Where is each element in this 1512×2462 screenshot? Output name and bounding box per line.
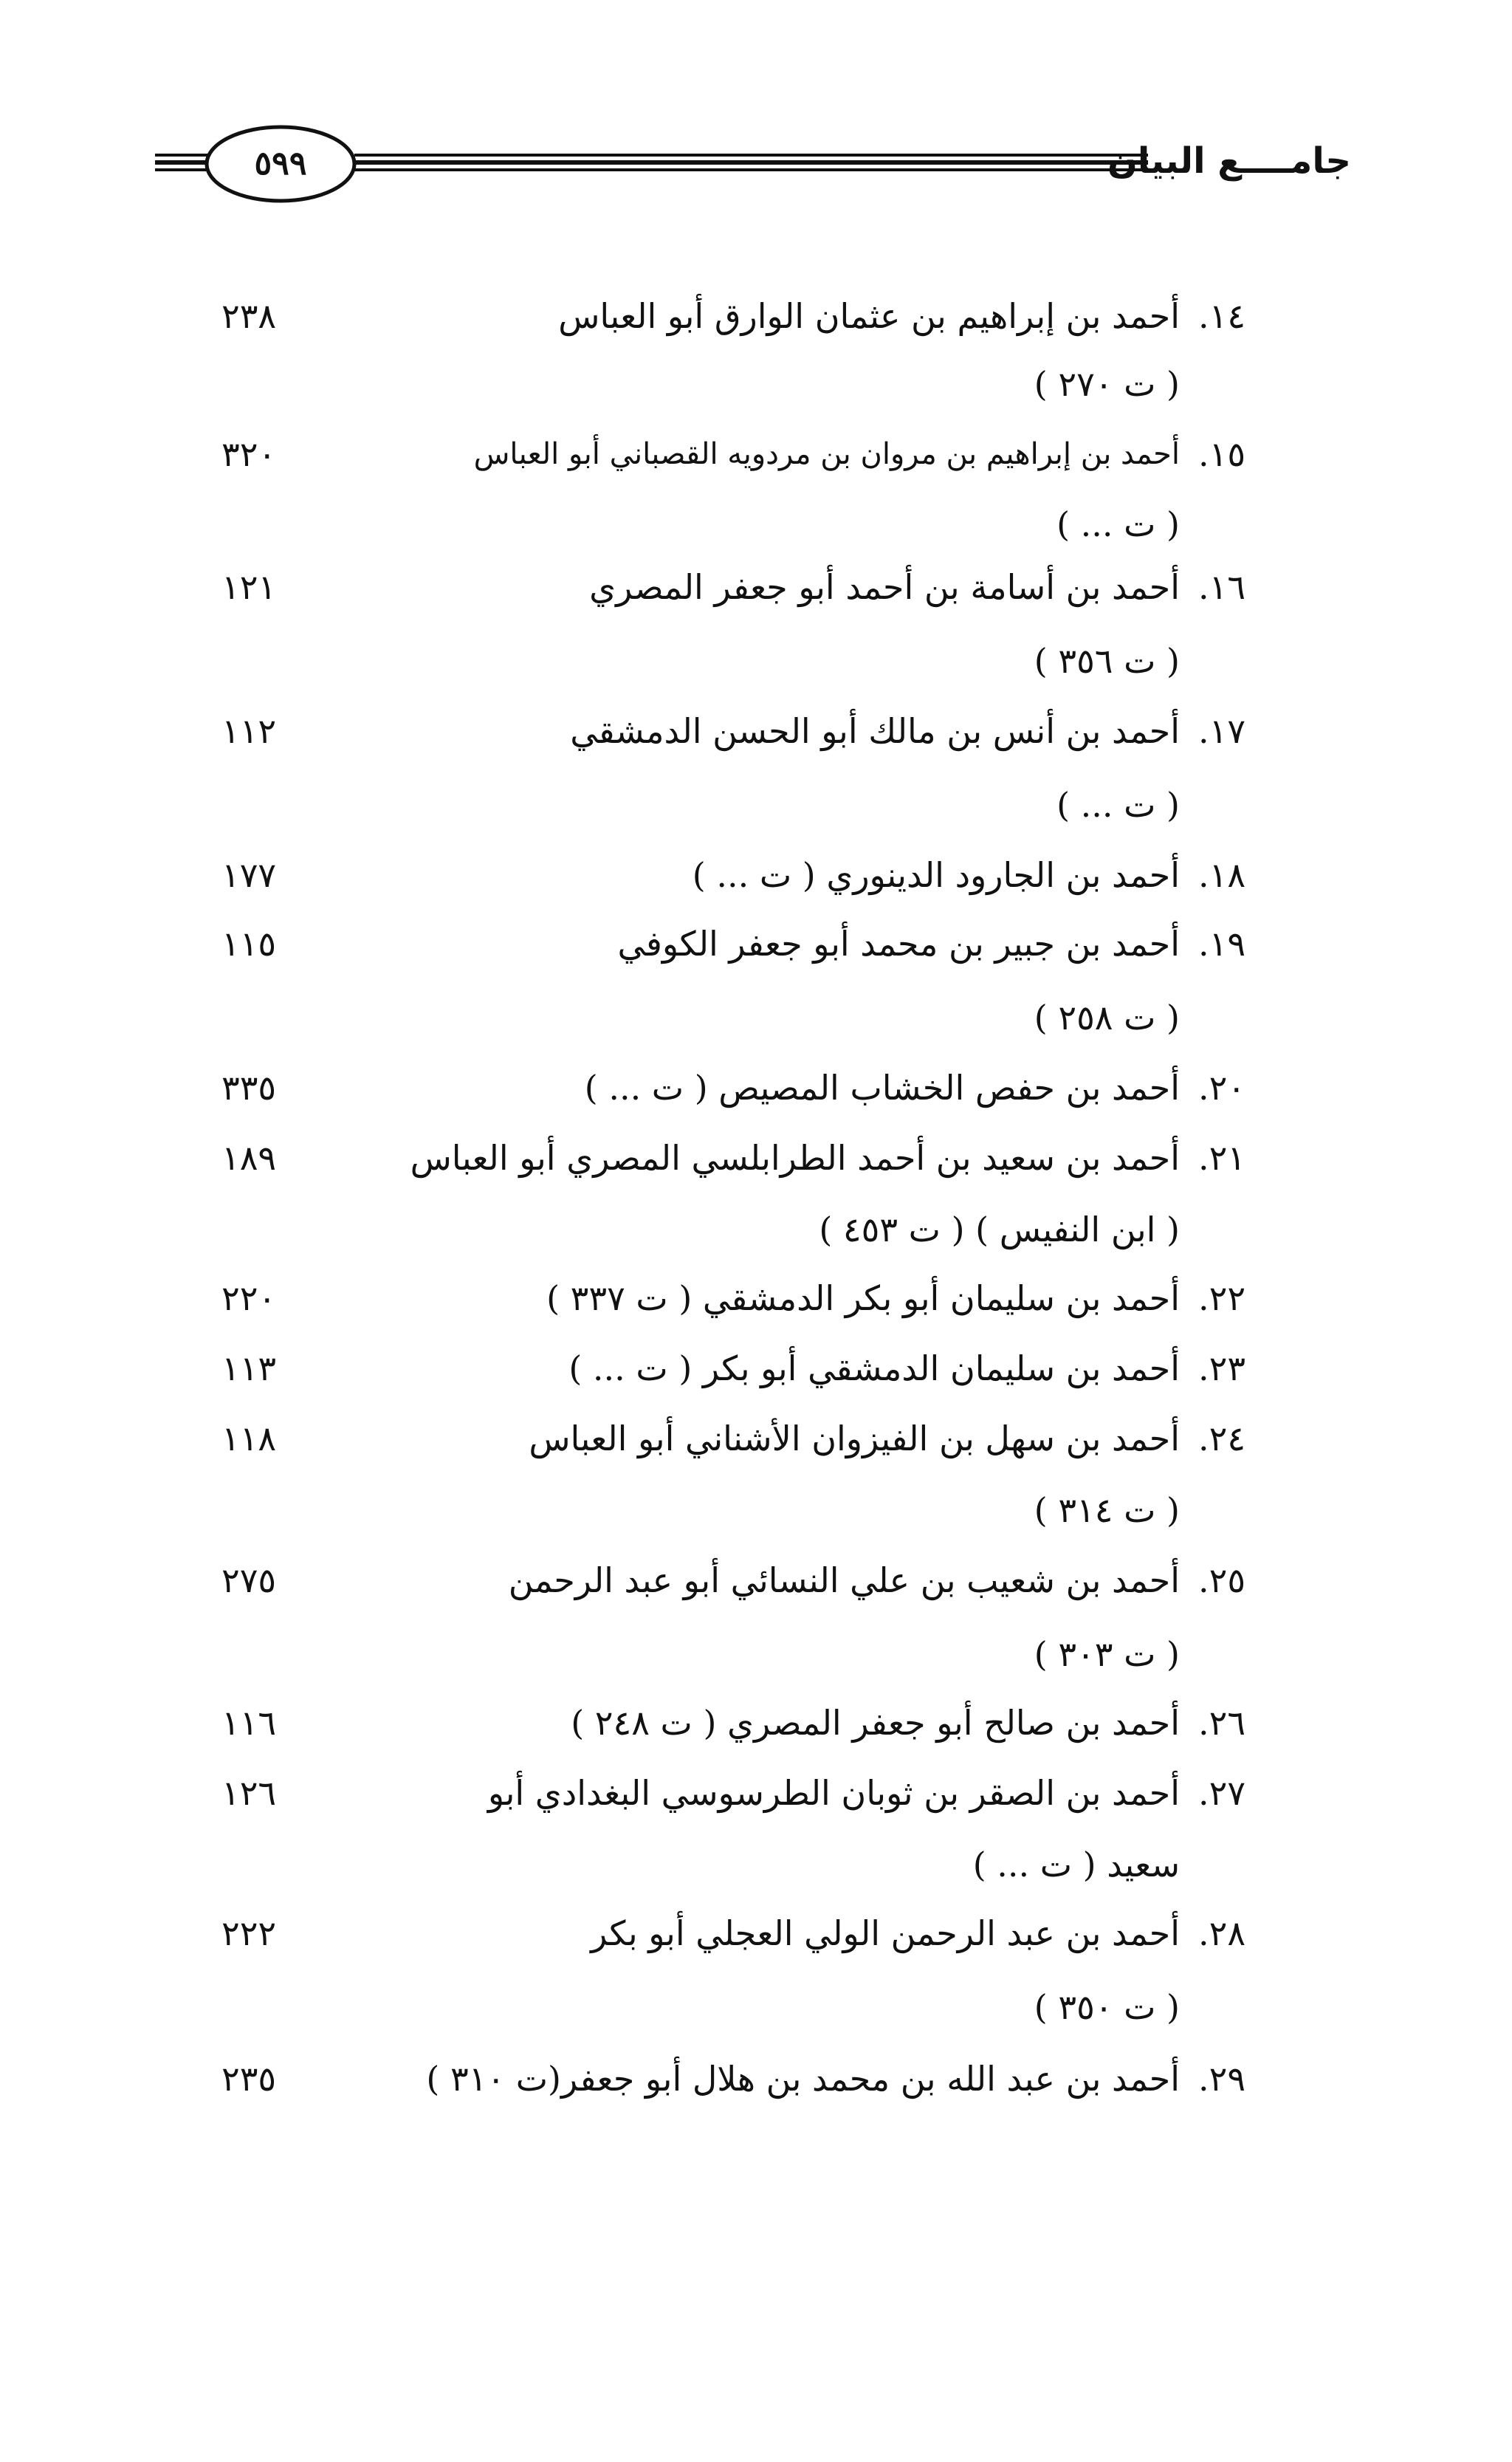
entry-page-ref: ١١٥ xyxy=(221,924,277,964)
entry-page-ref: ١١٨ xyxy=(221,1419,277,1458)
list-item xyxy=(0,1058,1512,1117)
page-header xyxy=(155,118,1351,214)
entry-date: ( ت ... ) xyxy=(1056,504,1180,544)
entry-name: أحمد بن الجارود الدينوري ( ت ... ) xyxy=(692,855,1180,895)
entry-date: ( ت ٣٥٠ ) xyxy=(1034,1987,1180,2027)
book-title: جامــــع البيان xyxy=(1107,140,1351,182)
entry-page-ref: ١٧٧ xyxy=(221,855,277,895)
entry-number: ٢٠. xyxy=(1198,1068,1246,1108)
entry-name: أحمد بن إبراهيم بن عثمان الوارق أبو العباس xyxy=(558,296,1180,336)
list-item-continuation xyxy=(0,631,1512,690)
entry-number: ١٨. xyxy=(1198,855,1246,895)
entry-name: أحمد بن عبد الله بن محمد بن هلال أبو جعفر(ت ٣١٠ ) xyxy=(426,2059,1180,2099)
list-item xyxy=(0,1339,1512,1398)
entry-number: ١٧. xyxy=(1198,711,1246,751)
entry-date: سعيد ( ت ... ) xyxy=(972,1845,1180,1885)
list-item xyxy=(0,1551,1512,1610)
entry-number: ١٦. xyxy=(1198,567,1246,607)
entry-page-ref: ٢٧٥ xyxy=(221,1560,277,1600)
entry-page-ref: ١٢٦ xyxy=(221,1773,277,1813)
list-item-continuation xyxy=(0,354,1512,414)
list-item-continuation xyxy=(0,1835,1512,1894)
list-item xyxy=(0,1269,1512,1328)
list-item xyxy=(0,287,1512,346)
entry-number: ١٤. xyxy=(1198,296,1246,336)
entry-number: ٢٦. xyxy=(1198,1703,1246,1743)
entry-page-ref: ٣٣٥ xyxy=(221,1068,277,1108)
list-item-continuation xyxy=(0,775,1512,834)
entry-number: ٢٨. xyxy=(1198,1913,1246,1953)
entry-name: أحمد بن سليمان أبو بكر الدمشقي ( ت ٣٣٧ ) xyxy=(546,1278,1180,1318)
entry-name: أحمد بن سعيد بن أحمد الطرابلسي المصري أبو العباس xyxy=(410,1138,1180,1178)
entry-date: ( ت ٢٥٨ ) xyxy=(1034,998,1180,1038)
entry-page-ref: ١١٢ xyxy=(221,711,277,751)
list-item xyxy=(0,1763,1512,1823)
page-number: ٥٩٩ xyxy=(254,145,307,182)
entry-name: أحمد بن إبراهيم بن مروان بن مردويه القصباني أبو العباس xyxy=(473,437,1180,471)
entry-number: ٢٧. xyxy=(1198,1773,1246,1813)
entry-name: أحمد بن الصقر بن ثوبان الطرسوسي البغدادي أبو xyxy=(487,1773,1180,1813)
entry-name: أحمد بن أنس بن مالك أبو الحسن الدمشقي xyxy=(570,711,1180,751)
entry-page-ref: ١٨٩ xyxy=(221,1138,277,1178)
list-item-continuation xyxy=(0,988,1512,1047)
entry-date: ( ت ... ) xyxy=(1056,785,1180,825)
entry-name: أحمد بن حفص الخشاب المصيص ( ت ... ) xyxy=(584,1068,1180,1108)
list-item xyxy=(0,1128,1512,1187)
entry-number: ٢١. xyxy=(1198,1138,1246,1178)
entry-page-ref: ١١٣ xyxy=(221,1348,277,1388)
list-item xyxy=(0,1693,1512,1752)
entry-number: ٢٥. xyxy=(1198,1560,1246,1600)
entry-page-ref: ١٢١ xyxy=(221,567,277,607)
entry-date: ( ت ٣٥٦ ) xyxy=(1034,641,1180,681)
list-item xyxy=(0,1409,1512,1468)
entry-number: ٢٢. xyxy=(1198,1278,1246,1318)
list-item xyxy=(0,702,1512,761)
entry-page-ref: ١١٦ xyxy=(221,1703,277,1743)
entry-name: أحمد بن جبير بن محمد أبو جعفر الكوفي xyxy=(617,924,1180,964)
entry-page-ref: ٣٢٠ xyxy=(221,434,277,474)
entry-number: ٢٣. xyxy=(1198,1348,1246,1388)
entry-name: أحمد بن صالح أبو جعفر المصري ( ت ٢٤٨ ) xyxy=(571,1703,1180,1743)
list-item-continuation xyxy=(0,495,1512,554)
list-item xyxy=(0,1904,1512,1963)
entry-name: أحمد بن أسامة بن أحمد أبو جعفر المصري xyxy=(589,567,1180,607)
list-item-continuation xyxy=(0,1200,1512,1259)
entry-name: أحمد بن عبد الرحمن الولي العجلي أبو بكر xyxy=(591,1913,1180,1953)
entry-date: ( ت ٣١٤ ) xyxy=(1034,1490,1180,1530)
entry-page-ref: ٢٣٥ xyxy=(221,2059,277,2099)
entry-number: ١٥. xyxy=(1198,434,1246,474)
entry-page-ref: ٢٢٠ xyxy=(221,1278,277,1318)
entry-number: ٢٩. xyxy=(1198,2059,1246,2099)
entry-number: ١٩. xyxy=(1198,924,1246,964)
list-item-continuation xyxy=(0,1481,1512,1540)
entry-number: ٢٤. xyxy=(1198,1419,1246,1458)
list-item xyxy=(0,846,1512,905)
entry-date: ( ابن النفيس ) ( ت ٤٥٣ ) xyxy=(819,1210,1180,1249)
list-item-continuation xyxy=(0,1978,1512,2037)
list-item xyxy=(0,914,1512,973)
entry-date: ( ت ٢٧٠ ) xyxy=(1034,364,1180,404)
entry-name: أحمد بن سليمان الدمشقي أبو بكر ( ت ... ) xyxy=(568,1348,1180,1388)
list-item xyxy=(0,558,1512,617)
entry-name: أحمد بن شعيب بن علي النسائي أبو عبد الرحمن xyxy=(508,1560,1180,1600)
list-item-continuation xyxy=(0,1625,1512,1684)
entry-date: ( ت ٣٠٣ ) xyxy=(1034,1634,1180,1674)
entry-page-ref: ٢٣٨ xyxy=(221,296,277,336)
list-item xyxy=(0,2049,1512,2108)
list-item xyxy=(0,425,1512,484)
entry-page-ref: ٢٢٢ xyxy=(221,1913,277,1953)
entry-name: أحمد بن سهل بن الفيزوان الأشناني أبو العباس xyxy=(529,1419,1180,1458)
